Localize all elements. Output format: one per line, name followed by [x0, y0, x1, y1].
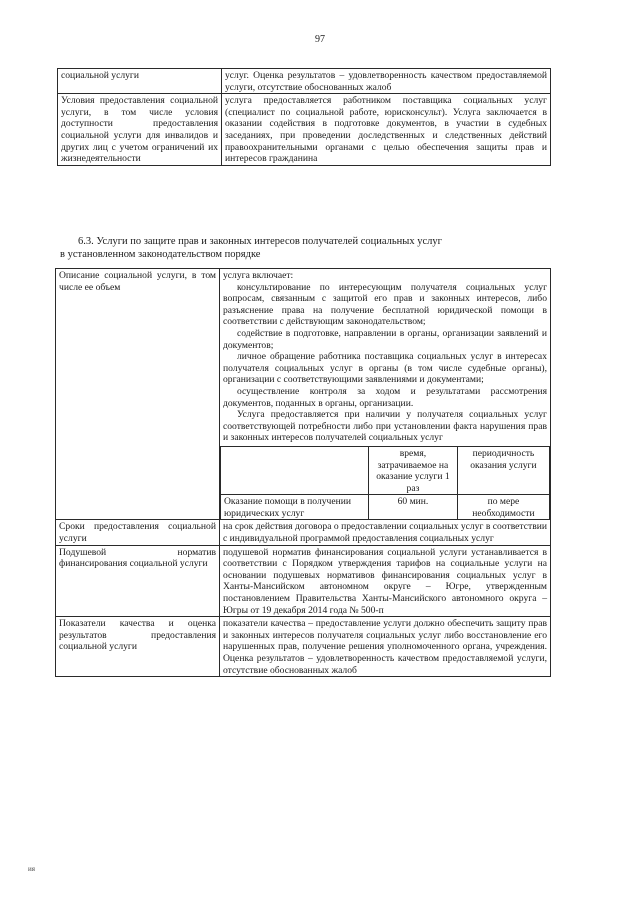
table-cell-value: [222, 94, 551, 166]
subtable-header-time: время, затрачиваемое на оказание услуги 1 раз: [369, 446, 458, 494]
table-cell-value: [222, 69, 551, 94]
subtable-cell-empty: [221, 446, 369, 494]
table-cell-label: [56, 617, 220, 677]
cell-text: услуга включает:: [223, 270, 294, 281]
cell-text: Сроки предоставления социальной услуги: [59, 521, 216, 545]
table-cell-label: [56, 520, 220, 545]
table-row: [58, 94, 551, 166]
table-row-terms: [56, 520, 551, 545]
cell-text: Условия предоставления социальной услуги, в том числе условия доступности предоставления социальной услуги для инвалидов и других лиц с учетом ограничений их жизнедеятельности: [61, 95, 218, 165]
table-row-financing: [56, 545, 551, 617]
table-row: [221, 446, 550, 494]
cell-text: Показатели качества и оценка результатов предоставления социальной услуги: [59, 618, 216, 653]
cell-text: услуг. Оценка результатов – удовлетворенность качеством предоставляемой услуги, отсутствие обоснованных жалоб: [225, 70, 547, 93]
subtable-row-time: 60 мин.: [369, 495, 458, 520]
subtable-row-name: Оказание помощи в получении юридических услуг: [221, 495, 369, 520]
cell-text: Описание социальной услуги, в том числе ее объем: [59, 270, 216, 293]
scan-footer-mark: ия: [28, 865, 35, 873]
cell-text: показатели качества – предоставление услуги должно обеспечить защиту прав и законных интересов получателя социальных услуг либо восстановление его нарушенных прав, получение решения уполномоченного органа, учреждения. Оценка результатов – удовлетворенность качеством предоставляемой услуги, отсутствие обоснованных жалоб: [223, 618, 547, 676]
table-cell-value: [220, 269, 551, 520]
table-row: [58, 69, 551, 94]
table-cell-label: [56, 269, 220, 520]
list-item: содействие в подготовке, направлении в органы, организации заявлений и документов;: [223, 327, 547, 351]
table-row-quality: [56, 617, 551, 677]
cell-text: Подушевой норматив финансирования социальной услуги: [59, 546, 216, 570]
cell-text: услуга предоставляется работником поставщика социальных услуг (специалист по социальной работе, юрисконсульт). Услуга заключается в оказании содействия в подготовке документов, в участии в судебных заседаниях, при проведении доследственных и следственных действий правоохранительными органами с целью обеспечения защиты прав и интересов гражданина: [225, 95, 547, 165]
subtable-header-frequency: периодичность оказания услуги: [457, 446, 549, 494]
section-heading: [60, 235, 554, 261]
table-cell-value: [220, 617, 551, 677]
service-table: [55, 268, 551, 677]
cell-text: подушевой норматив финансирования социальной услуги устанавливается в соответствии с Порядком утверждения тарифов на социальные услуги на основании подушевых нормативов финансирования социальных услуг в Ханты-Мансийском автономном округе – Югре, утвержденным постановлением Правительства Ханты-Мансийского автономного округа – Югры от 19 декабря 2014 года № 500-п: [223, 546, 547, 616]
table-row: [221, 495, 550, 520]
list-item: личное обращение работника поставщика социальных услуг в интересах получателя социальных услуг в органы (в том числе судебные органы), организации с соответствующими заявлениями и документами;: [223, 351, 547, 386]
list-item: осуществление контроля за ходом и результатами рассмотрения документов, поданных в органы, организации.: [223, 385, 547, 409]
table-cell-value: [220, 545, 551, 617]
table-cell-label: [58, 94, 222, 166]
top-continuation-table: [57, 68, 551, 166]
section-heading-line: в установленном законодательством порядке: [60, 249, 261, 260]
cell-text: на срок действия договора о предоставлении социальных услуг в соответствии с индивидуальной программой предоставления социальных услуг: [223, 521, 547, 545]
list-item: Услуга предоставляется при наличии у получателя социальных услуг соответствующей потребности либо при установлении факта нарушения прав и законных интересов получателей социальных услуг: [223, 409, 547, 444]
page-number: 97: [315, 34, 325, 45]
cell-text: социальной услуги: [61, 70, 140, 81]
table-row-description: [56, 269, 551, 520]
table-cell-label: [58, 69, 222, 94]
list-item: консультирование по интересующим получателя социальных услуг вопросам, связанным с защитой его прав и законных интересов, либо разъяснение права на получение бесплатной юридической помощи в соответствии с действующим законодательством;: [223, 281, 547, 328]
table-cell-value: [220, 520, 551, 545]
subtable-row-frequency: по мере необходимости: [457, 495, 549, 520]
service-time-subtable: [220, 446, 550, 521]
section-heading-line: 6.3. Услуги по защите прав и законных интересов получателей социальных услуг: [78, 236, 442, 247]
table-cell-label: [56, 545, 220, 617]
